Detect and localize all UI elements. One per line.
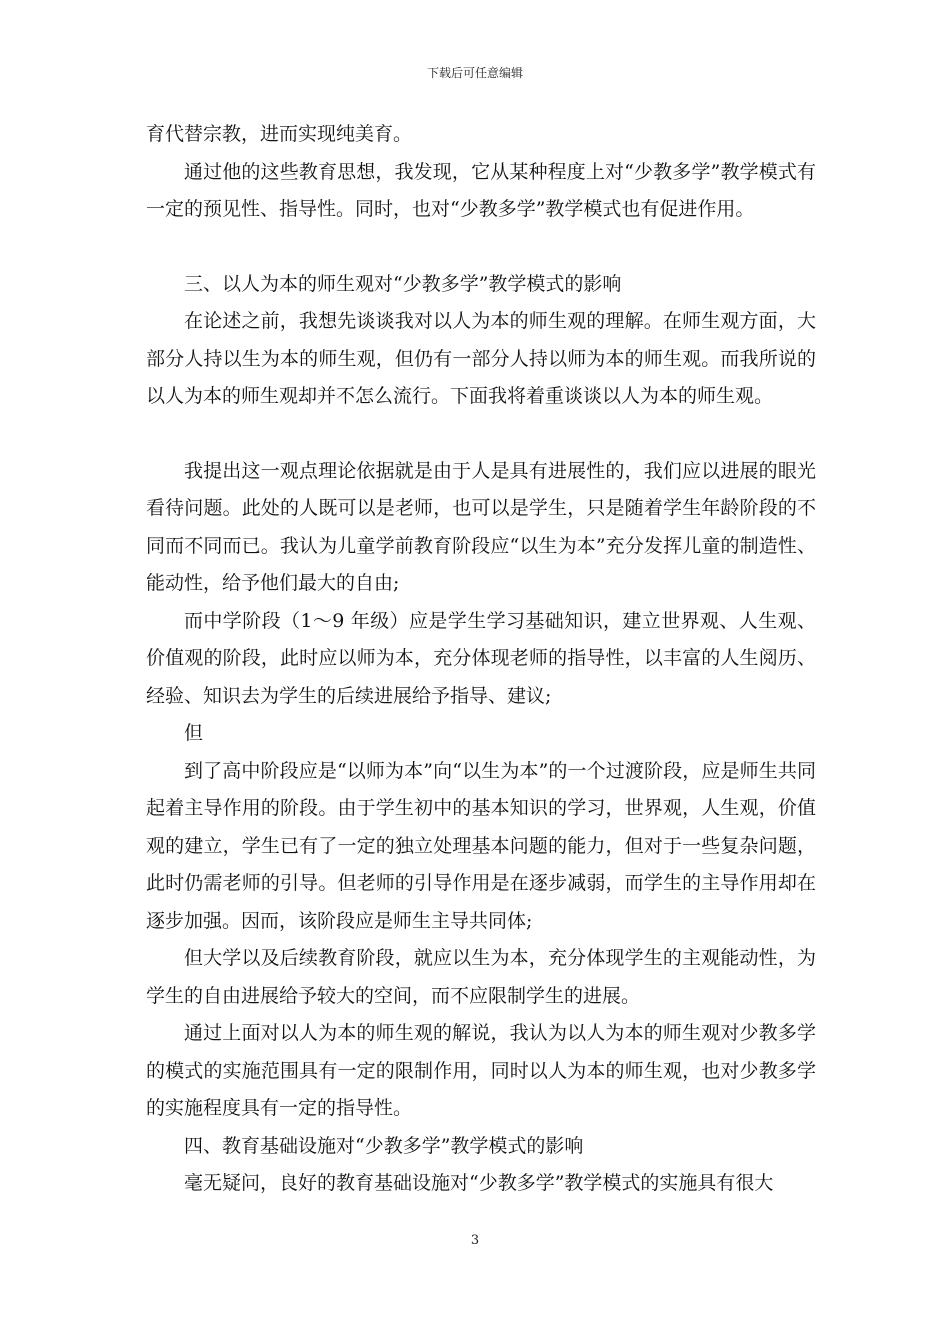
document-body [146,116,816,1203]
paragraph: 我提出这一观点理论依据就是由于人是具有进展性的，我们应以进展的眼光看待问题。此处的人既可以是老师，也可以是学生，只是随着学生年龄阶段的不同而不同而已。我认为儿童学前教育阶段应“以生为本”充分发挥儿童的制造性、能动性，给予他们最大的自由; [146,459,816,594]
paragraph: 在论述之前，我想先谈谈我对以人为本的师生观的理解。在师生观方面，大部分人持以生为本的师生观，但仍有一部分人持以师为本的师生观。而我所说的以人为本的师生观却并不怎么流行。下面我将着重谈谈以人为本的师生观。 [146,310,816,407]
paragraph: 但大学以及后续教育阶段，就应以生为本，充分体现学生的主观能动性，为学生的自由进展给予较大的空间，而不应限制学生的进展。 [146,947,816,1007]
section-heading-3: 三、以人为本的师生观对“少教多学”教学模式的影响 [184,272,622,295]
paragraph: 通过上面对以人为本的师生观的解说，我认为以人为本的师生观对少教多学的模式的实施范围具有一定的限制作用，同时以人为本的师生观，也对少教多学的实施程度具有一定的指导性。 [146,1022,816,1119]
section-heading-4: 四、教育基础设施对“少教多学”教学模式的影响 [184,1134,584,1157]
page-number: 3 [470,1233,480,1248]
paragraph: 而中学阶段（1～9 年级）应是学生学习基础知识，建立世界观、人生观、价值观的阶段，此时应以师为本，充分体现老师的指导性，以丰富的人生阅历、经验、知识去为学生的后续进展给予指导、建议; [146,609,816,707]
paragraph: 到了高中阶段应是“以师为本”向“以生为本”的一个过渡阶段，应是师生共同起着主导作用的阶段。由于学生初中的基本知识的学习，世界观，人生观，价值观的建立，学生已有了一定的独立处理基本问题的能力，但对于一些复杂问题，此时仍需老师的引导。但老师的引导作用是在逐步减弱，而学生的主导作用却在逐步加强。因而，该阶段应是师生主导共同体; [146,759,816,932]
paragraph: 但 [184,722,204,744]
paragraph-continuation: 育代替宗教，进而实现纯美育。 [146,123,413,145]
paragraph: 通过他的这些教育思想，我发现，它从某种程度上对“少教多学”教学模式有一定的预见性、指导性。同时，也对“少教多学”教学模式也有促进作用。 [146,160,816,220]
page-header: 下载后可任意编辑 [426,66,523,80]
paragraph: 毫无疑问，良好的教育基础设施对“少教多学”教学模式的实施具有很大 [184,1172,774,1194]
